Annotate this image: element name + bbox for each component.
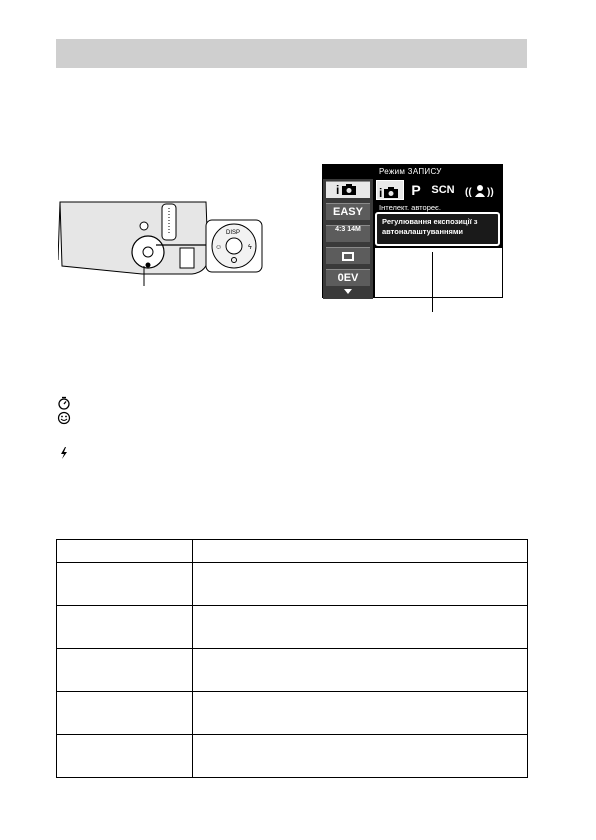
svg-text:i: i [336, 183, 340, 196]
table-row [57, 692, 528, 735]
table-cell [57, 735, 193, 778]
mode-program[interactable]: P [411, 182, 421, 198]
table-cell [193, 606, 528, 649]
lcd-subtitle: Інтелект. автореє. [379, 203, 441, 212]
lcd-blank-area [375, 248, 502, 297]
table-row [57, 735, 528, 778]
intelligent-auto-icon[interactable] [326, 181, 370, 198]
table-cell [193, 649, 528, 692]
settings-table [56, 539, 528, 778]
table-cell [57, 563, 193, 606]
lcd-mode-row [376, 180, 502, 200]
svg-text:ϟ: ϟ [248, 244, 252, 251]
table-cell [57, 606, 193, 649]
table-row [57, 606, 528, 649]
side-item-drive-mode[interactable] [326, 247, 370, 264]
svg-text:)): )) [487, 186, 494, 198]
table-cell [193, 735, 528, 778]
side-item-image-size[interactable]: 4:3 14M [326, 225, 370, 242]
mode-easy-panorama-icon[interactable] [462, 180, 498, 200]
mode-intelligent-auto-icon[interactable] [376, 180, 404, 200]
section-header-band [56, 39, 527, 68]
camera-illustration [58, 196, 278, 286]
table-header-row [57, 540, 528, 563]
lcd-title: Режим ЗАПИСУ [379, 167, 442, 176]
single-shot-icon [342, 252, 354, 261]
side-item-ev[interactable]: 0EV [326, 269, 370, 286]
table-cell [193, 563, 528, 606]
side-item-easy[interactable]: EASY [326, 203, 370, 220]
flash-icon [57, 446, 71, 460]
lcd-menu-screen [322, 164, 503, 298]
scroll-down-icon[interactable] [344, 289, 352, 294]
svg-text:((: (( [465, 186, 472, 198]
lcd-side-menu [323, 179, 373, 299]
self-timer-icon [57, 396, 71, 410]
svg-text:☺: ☺ [215, 244, 223, 251]
table-cell [193, 540, 528, 563]
mode-scene[interactable]: SCN [431, 184, 455, 196]
table-cell [57, 649, 193, 692]
table-cell [57, 540, 193, 563]
svg-text:DISP: DISP [226, 230, 241, 236]
callout-pointer-line [432, 252, 433, 312]
table-row [57, 563, 528, 606]
table-cell [57, 692, 193, 735]
smile-icon [57, 411, 71, 425]
svg-text:i: i [379, 185, 383, 200]
lcd-callout: Регулювання експозиції з автоналаштуваннями [375, 212, 500, 246]
table-cell [193, 692, 528, 735]
table-row [57, 649, 528, 692]
